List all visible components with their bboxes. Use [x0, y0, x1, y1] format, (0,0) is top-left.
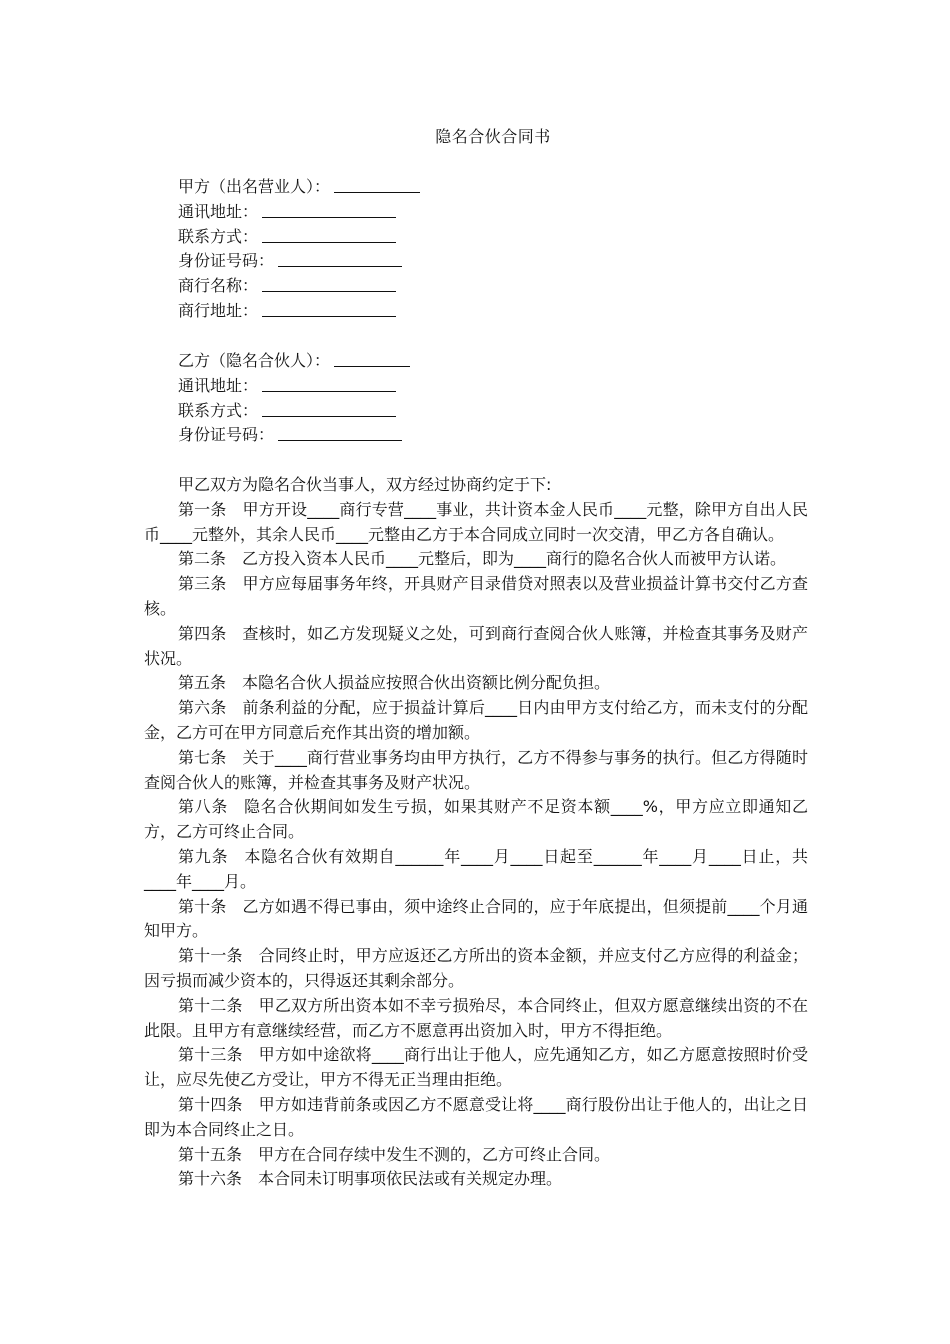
preamble: 甲乙双方为隐名合伙当事人，双方经过协商约定于下:	[178, 475, 552, 494]
article-1	[144, 498, 808, 548]
article-number: 第十一条	[178, 946, 243, 966]
article-text: 甲方如违背前条或因乙方不愿意受让将____商行股份出让于他人的，出让之日即为本合同终止之日。	[144, 1094, 808, 1139]
article-text: 本合同未订明事项依民法或有关规定办理。	[258, 1169, 563, 1189]
party-a-shop-name-line	[178, 274, 678, 299]
article-4	[144, 622, 808, 672]
article-text: 甲方在合同存续中发生不测的，乙方可终止合同。	[258, 1144, 611, 1164]
article-text: 乙方投入资本人民币____元整后，即为____商行的隐名合伙人而被甲方认诺。	[242, 549, 787, 569]
article-15	[144, 1143, 808, 1168]
party-a-id-blank	[278, 250, 402, 267]
article-number: 第十三条	[178, 1045, 243, 1065]
article-2	[144, 547, 808, 572]
party-a-shop-name-blank	[262, 275, 396, 292]
article-10	[144, 895, 808, 945]
party-b-id-blank	[278, 424, 402, 441]
article-8	[144, 795, 808, 845]
article-14	[144, 1093, 808, 1143]
article-text: 甲乙双方所出资本如不幸亏损殆尽，本合同终止，但双方愿意继续出资的不在此限。且甲方有意继续经营，而乙方不愿意再出资加入时，甲方不得拒绝。	[144, 995, 808, 1040]
article-3	[144, 572, 808, 622]
party-a-id-label: 身份证号码：	[178, 251, 275, 271]
article-11	[144, 944, 808, 994]
party-a-address-line	[178, 200, 678, 225]
article-5	[144, 671, 808, 696]
article-number: 第一条	[178, 499, 227, 519]
article-text: 本隐名合伙有效期自______年____月____日起至______年____月____日止，共____年____月。	[144, 846, 808, 891]
article-number: 第九条	[178, 846, 229, 866]
article-text: 前条利益的分配，应于损益计算后____日内由甲方支付给乙方，而未支付的分配金，乙方可在甲方同意后充作其出资的增加额。	[144, 698, 808, 742]
article-number: 第十六条	[178, 1169, 243, 1189]
article-number: 第二条	[178, 549, 227, 569]
article-text: 关于____商行营业事务均由甲方执行，乙方不得参与事务的执行。但乙方得随时查阅合伙人的账簿，并检查其事务及财产状况。	[144, 747, 808, 792]
article-text: 甲方开设____商行专营____事业，共计资本金人民币____元整，除甲方自出人民币____元整外，其余人民币____元整由乙方于本合同成立同时一次交清，甲乙方各自确认。	[144, 499, 808, 544]
article-text: 本隐名合伙人损益应按照合伙出资额比例分配负担。	[242, 673, 611, 693]
article-number: 第十条	[178, 896, 227, 916]
article-number: 第八条	[178, 797, 229, 817]
party-b-address-line	[178, 374, 678, 399]
article-number: 第七条	[178, 747, 227, 767]
article-text: 查核时，如乙方发现疑义之处，可到商行查阅合伙人账簿，并检查其事务及财产状况。	[144, 623, 808, 668]
party-b-section	[178, 349, 678, 448]
article-text: 合同终止时，甲方应返还乙方所出的资本金额，并应支付乙方应得的利益金；因亏损而减少资本的，只得返还其剩余部分。	[144, 946, 808, 990]
party-a-name-blank	[334, 176, 420, 193]
article-6	[144, 696, 808, 746]
article-number: 第十五条	[178, 1144, 243, 1164]
party-a-shop-address-blank	[262, 300, 396, 317]
party-b-name-blank	[334, 350, 410, 367]
party-a-shop-address-label: 商行地址：	[178, 300, 259, 320]
contract-body	[144, 473, 808, 1192]
article-16	[144, 1167, 808, 1192]
party-a-shop-address-line	[178, 299, 678, 324]
party-a-section	[178, 175, 678, 324]
article-number: 第四条	[178, 623, 227, 643]
party-a-contact-label: 联系方式：	[178, 226, 259, 246]
party-b-contact-blank	[262, 400, 396, 417]
party-b-address-label: 通讯地址：	[178, 375, 259, 395]
article-text: 甲方应每届事务年终，开具财产目录借贷对照表以及营业损益计算书交付乙方查核。	[144, 574, 808, 618]
party-a-heading: 甲方（出名营业人）：	[178, 177, 331, 196]
party-b-contact-label: 联系方式：	[178, 400, 259, 420]
party-b-address-blank	[262, 375, 396, 392]
party-b-heading: 乙方（隐名合伙人）：	[178, 351, 331, 370]
party-a-contact-line	[178, 225, 678, 250]
party-b-id-line	[178, 423, 678, 448]
article-number: 第十二条	[178, 995, 243, 1015]
article-number: 第六条	[178, 698, 227, 718]
party-a-heading-line	[178, 175, 678, 200]
article-13	[144, 1043, 808, 1093]
document-title: 隐名合伙合同书	[435, 127, 551, 146]
article-number: 第十四条	[178, 1094, 243, 1114]
article-9	[144, 845, 808, 895]
party-a-address-label: 通讯地址：	[178, 201, 259, 221]
article-12	[144, 994, 808, 1044]
party-b-id-label: 身份证号码：	[178, 425, 275, 445]
article-number: 第三条	[178, 574, 227, 594]
party-a-address-blank	[262, 201, 396, 218]
party-a-contact-blank	[262, 226, 396, 243]
article-text: 甲方如中途欲将____商行出让于他人，应先通知乙方，如乙方愿意按照时价受让，应尽先使乙方受让，甲方不得无正当理由拒绝。	[144, 1045, 808, 1090]
party-a-id-line	[178, 249, 678, 274]
party-b-contact-line	[178, 399, 678, 424]
article-number: 第五条	[178, 673, 227, 693]
article-text: 乙方如遇不得已事由，须中途终止合同的，应于年底提出，但须提前____个月通知甲方。	[144, 896, 808, 941]
article-text: 隐名合伙期间如发生亏损，如果其财产不足资本额____%，甲方应立即通知乙方，乙方可终止合同。	[144, 797, 808, 842]
party-a-shop-name-label: 商行名称：	[178, 276, 259, 296]
party-b-heading-line	[178, 349, 678, 374]
article-7	[144, 746, 808, 796]
